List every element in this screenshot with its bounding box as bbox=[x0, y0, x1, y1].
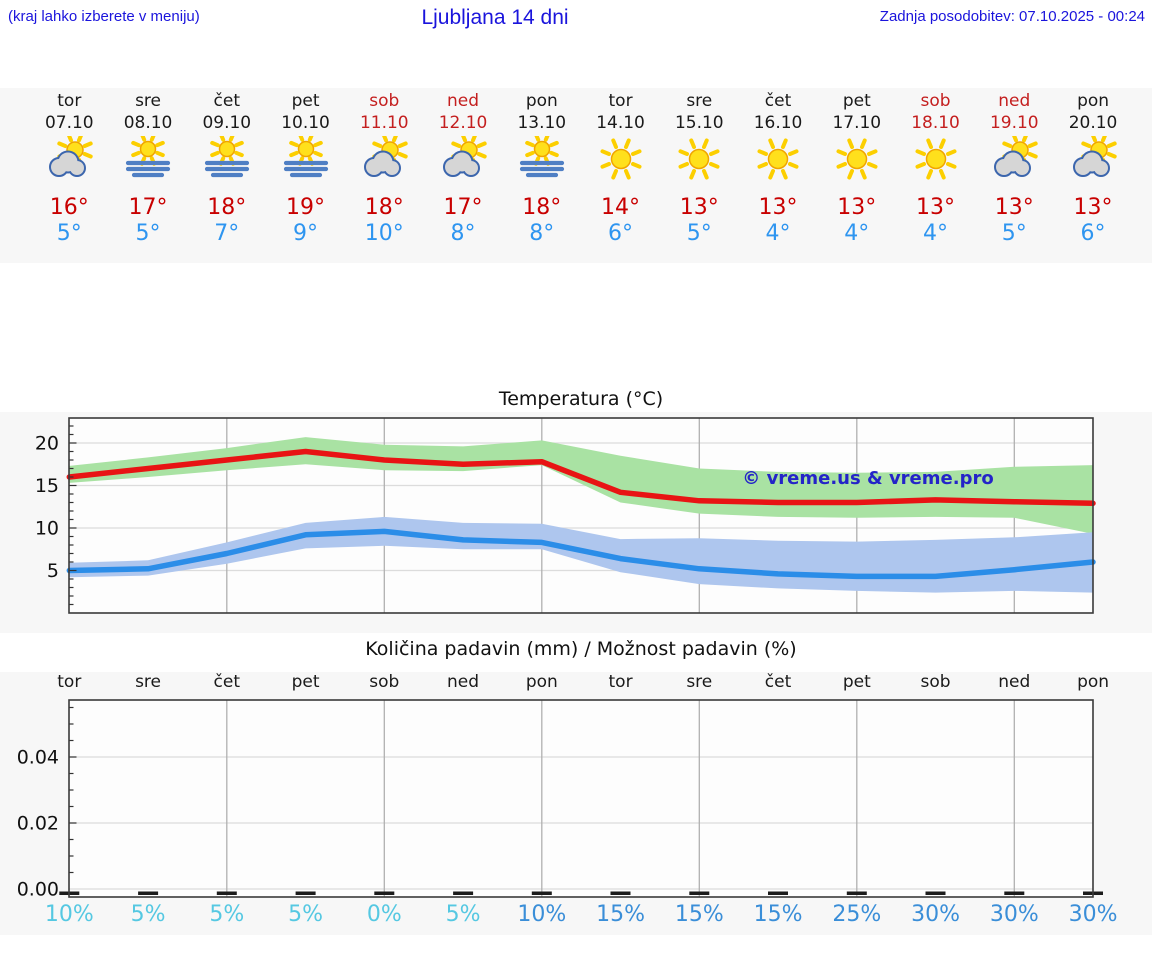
precip-percent-label: 5% bbox=[288, 902, 323, 927]
low-temp-label: 4° bbox=[765, 221, 791, 246]
forecast-day-column bbox=[817, 90, 896, 247]
forecast-day-column bbox=[266, 90, 345, 247]
svg-text:0.04: 0.04 bbox=[16, 746, 59, 769]
high-temp-label: 18° bbox=[522, 195, 562, 220]
low-temp-label: 8° bbox=[450, 221, 476, 246]
weather-icon-cell bbox=[660, 136, 739, 186]
day-date-label: 11.10 bbox=[359, 113, 409, 133]
day-date-label: 19.10 bbox=[989, 113, 1039, 133]
day-name-label: ned bbox=[998, 91, 1031, 111]
precip-day-label: pon bbox=[1077, 672, 1110, 692]
high-temp-label: 17° bbox=[443, 195, 483, 220]
low-temp-label: 5° bbox=[686, 221, 712, 246]
sun-cloud-icon bbox=[1068, 136, 1118, 183]
low-temp-label: 5° bbox=[56, 221, 82, 246]
day-date-label: 18.10 bbox=[911, 113, 960, 133]
menu-hint-note: (kraj lahko izberete v meniju) bbox=[8, 8, 200, 25]
precipitation-chart-title: Količina padavin (mm) / Možnost padavin (%) bbox=[365, 638, 797, 660]
precip-percent-label: 5% bbox=[130, 902, 166, 927]
svg-text:0.02: 0.02 bbox=[16, 812, 59, 835]
low-temp-label: 5° bbox=[135, 221, 161, 246]
weather-icon-cell bbox=[975, 136, 1054, 186]
weather-icon-cell bbox=[30, 136, 109, 186]
day-date-label: 17.10 bbox=[832, 113, 882, 133]
day-date-label: 09.10 bbox=[202, 113, 252, 133]
temperature-chart-title: Temperatura (°C) bbox=[498, 388, 664, 410]
precip-bar bbox=[296, 892, 316, 896]
sun-cloud-icon bbox=[989, 136, 1039, 183]
precip-bar bbox=[926, 892, 946, 896]
sun-cloud-icon bbox=[438, 136, 488, 183]
day-name-label: pet bbox=[291, 91, 320, 111]
weather-icon-cell bbox=[502, 136, 581, 186]
sun-icon bbox=[674, 136, 724, 183]
low-temp-label: 5° bbox=[1001, 221, 1027, 246]
day-name-label: pon bbox=[525, 91, 558, 111]
sun-icon bbox=[753, 136, 803, 183]
low-temp-label: 9° bbox=[293, 221, 319, 246]
precipitation-chart bbox=[0, 697, 1152, 902]
day-name-label: tor bbox=[57, 91, 82, 111]
high-temp-label: 19° bbox=[286, 195, 326, 220]
weather-icon-cell bbox=[345, 136, 424, 186]
high-temp-label: 13° bbox=[758, 195, 798, 220]
day-date-label: 16.10 bbox=[753, 113, 803, 133]
precip-bar bbox=[453, 892, 473, 896]
weather-icon-cell bbox=[739, 136, 818, 186]
high-temp-label: 13° bbox=[837, 195, 877, 220]
precip-bar bbox=[847, 892, 867, 896]
forecast-day-column bbox=[975, 90, 1054, 247]
low-temp-label: 4° bbox=[923, 221, 949, 246]
sun-icon bbox=[596, 136, 646, 183]
precip-percent-label: 15% bbox=[596, 902, 645, 927]
forecast-day-column bbox=[502, 90, 581, 247]
low-temp-label: 4° bbox=[844, 221, 870, 246]
forecast-day-column bbox=[581, 90, 660, 247]
precip-day-label: pet bbox=[291, 672, 320, 692]
high-temp-label: 16° bbox=[49, 195, 89, 220]
high-temp-label: 18° bbox=[364, 195, 404, 220]
weather-icon-cell bbox=[1054, 136, 1133, 186]
sun-cloud-icon bbox=[44, 136, 94, 183]
high-temp-label: 13° bbox=[994, 195, 1034, 220]
low-temp-label: 8° bbox=[529, 221, 555, 246]
sun-icon bbox=[911, 136, 961, 183]
low-temp-label: 10° bbox=[364, 221, 404, 246]
precip-bar bbox=[611, 892, 631, 896]
forecast-day-column bbox=[660, 90, 739, 247]
precip-percent-label: 30% bbox=[989, 902, 1039, 927]
precip-percent-label: 15% bbox=[674, 902, 724, 927]
day-name-label: sre bbox=[135, 91, 162, 111]
high-temp-label: 13° bbox=[916, 195, 956, 220]
precipitation-percent-row bbox=[0, 902, 1152, 932]
precip-day-label: ned bbox=[998, 672, 1031, 692]
low-temp-label: 6° bbox=[608, 221, 634, 246]
temperature-chart bbox=[0, 412, 1152, 633]
precip-bar bbox=[138, 892, 158, 896]
precip-day-label: sob bbox=[369, 672, 400, 692]
low-temp-label: 6° bbox=[1080, 221, 1106, 246]
precip-percent-label: 0% bbox=[366, 902, 402, 927]
precip-day-label: sre bbox=[135, 672, 162, 692]
precipitation-day-labels-row bbox=[0, 672, 1152, 696]
svg-text:5: 5 bbox=[46, 560, 59, 582]
sun-fog-icon bbox=[517, 136, 567, 183]
day-date-label: 14.10 bbox=[596, 113, 645, 133]
day-name-label: sob bbox=[920, 91, 951, 111]
weather-icon-cell bbox=[896, 136, 975, 186]
weather-icon-cell bbox=[109, 136, 188, 186]
precip-percent-label: 30% bbox=[1068, 902, 1118, 927]
day-name-label: pet bbox=[842, 91, 871, 111]
weather-icon-cell bbox=[581, 136, 660, 186]
day-date-label: 12.10 bbox=[438, 113, 488, 133]
day-name-label: čet bbox=[764, 91, 792, 111]
svg-text:20: 20 bbox=[34, 432, 59, 455]
precip-bar bbox=[768, 892, 788, 896]
precip-day-label: sob bbox=[920, 672, 951, 692]
sun-cloud-icon bbox=[359, 136, 409, 183]
precip-day-label: pon bbox=[525, 672, 558, 692]
sun-fog-icon bbox=[202, 136, 252, 183]
low-temp-label: 7° bbox=[214, 221, 240, 246]
page-title: Ljubljana 14 dni bbox=[421, 6, 569, 29]
day-date-label: 15.10 bbox=[674, 113, 724, 133]
precip-bar bbox=[1004, 892, 1024, 896]
high-temp-label: 13° bbox=[1073, 195, 1113, 220]
weather-icon-cell bbox=[266, 136, 345, 186]
precip-percent-label: 25% bbox=[832, 902, 882, 927]
day-date-label: 10.10 bbox=[281, 113, 330, 133]
day-date-label: 07.10 bbox=[44, 113, 94, 133]
high-temp-label: 18° bbox=[207, 195, 247, 220]
precip-day-label: čet bbox=[213, 672, 241, 692]
forecast-day-column bbox=[424, 90, 503, 247]
precip-day-label: čet bbox=[764, 672, 792, 692]
forecast-day-column bbox=[345, 90, 424, 247]
precip-percent-label: 5% bbox=[445, 902, 481, 927]
precip-day-label: sre bbox=[686, 672, 713, 692]
weather-icon-cell bbox=[817, 136, 896, 186]
day-name-label: sre bbox=[686, 91, 713, 111]
forecast-day-column bbox=[109, 90, 188, 247]
precip-day-label: tor bbox=[57, 672, 82, 692]
precip-day-label: pet bbox=[842, 672, 871, 692]
precip-percent-label: 15% bbox=[753, 902, 803, 927]
weather-icon-cell bbox=[424, 136, 503, 186]
last-update-label: Zadnja posodobitev: 07.10.2025 - 00:24 bbox=[879, 8, 1145, 25]
forecast-day-column bbox=[187, 90, 266, 247]
high-temp-label: 13° bbox=[679, 195, 719, 220]
precip-bar bbox=[689, 892, 709, 896]
precip-percent-label: 10% bbox=[517, 902, 567, 927]
precip-percent-label: 30% bbox=[911, 902, 960, 927]
svg-text:15: 15 bbox=[34, 475, 59, 497]
day-name-label: sob bbox=[369, 91, 400, 111]
sun-fog-icon bbox=[281, 136, 331, 183]
forecast-day-column bbox=[30, 90, 109, 247]
day-date-label: 13.10 bbox=[517, 113, 567, 133]
day-name-label: ned bbox=[447, 91, 480, 111]
precip-bar bbox=[532, 892, 552, 896]
day-name-label: pon bbox=[1077, 91, 1110, 111]
sun-fog-icon bbox=[123, 136, 173, 183]
precip-percent-label: 5% bbox=[209, 902, 245, 927]
day-name-label: čet bbox=[213, 91, 241, 111]
precip-percent-label: 10% bbox=[44, 902, 94, 927]
high-temp-label: 14° bbox=[601, 195, 641, 220]
precip-day-label: tor bbox=[608, 672, 633, 692]
forecast-day-column bbox=[1054, 90, 1133, 247]
svg-text:0.00: 0.00 bbox=[16, 878, 59, 901]
precip-bar bbox=[374, 892, 394, 896]
svg-text:10: 10 bbox=[34, 517, 59, 540]
forecast-day-column bbox=[739, 90, 818, 247]
high-temp-label: 17° bbox=[128, 195, 168, 220]
watermark-text: © vreme.us & vreme.pro bbox=[742, 468, 994, 489]
precip-day-label: ned bbox=[447, 672, 480, 692]
precip-bar bbox=[217, 892, 237, 896]
day-name-label: tor bbox=[608, 91, 633, 111]
forecast-day-strip bbox=[0, 90, 1152, 263]
weather-icon-cell bbox=[187, 136, 266, 186]
day-date-label: 20.10 bbox=[1068, 113, 1118, 133]
forecast-day-column bbox=[896, 90, 975, 247]
sun-icon bbox=[832, 136, 882, 183]
day-date-label: 08.10 bbox=[123, 113, 173, 133]
